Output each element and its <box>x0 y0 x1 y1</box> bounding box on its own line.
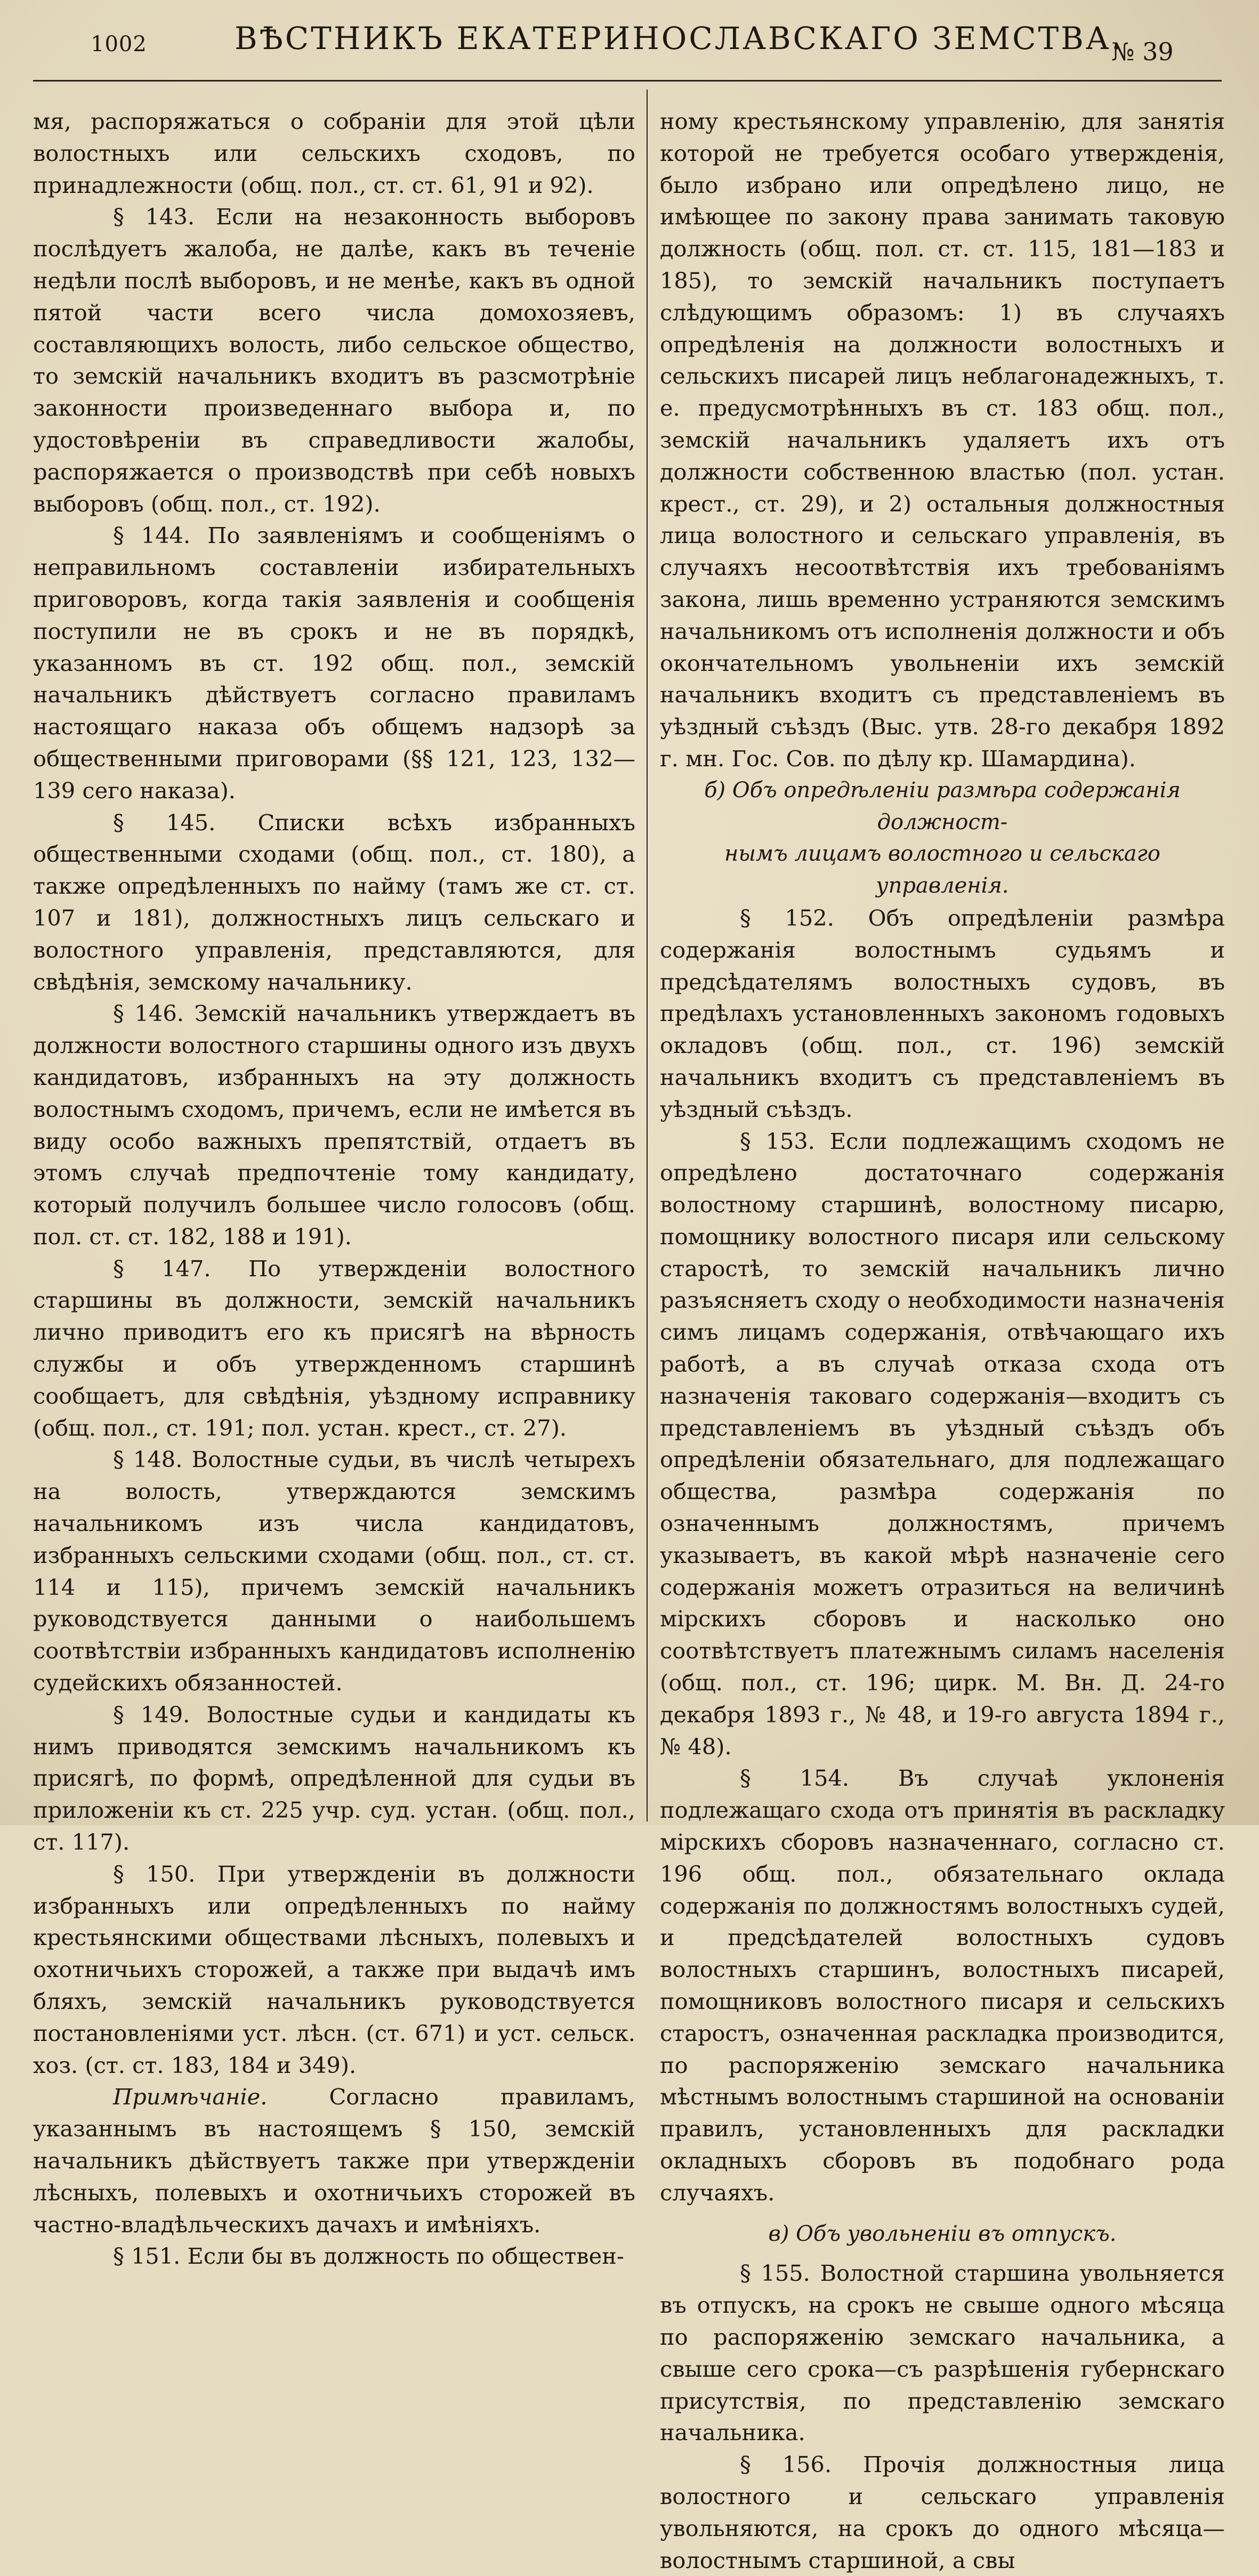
section-heading-b-line2: нымъ лицамъ волостного и сельскаго управленія. <box>724 841 1160 898</box>
section-heading-v: в) Объ увольненіи въ отпускъ. <box>768 2221 1117 2246</box>
left-column <box>33 106 635 2272</box>
paragraph-153: § 153. Если подлежащимъ сходомъ не опредѣлено достаточнаго содержанія волостному старшинѣ, волостному писарю, помощнику волостного писаря или сельскому старостѣ, то земскій начальникъ лично разъясняетъ сходу о необходимости назначенія симъ лицамъ содержанія, отвѣчающаго ихъ работѣ, а въ случаѣ отказа схода отъ назначенія таковаго содержанія—входитъ съ представленіемъ въ уѣздный съѣздъ объ опредѣленіи обязательнаго, для подлежащаго общества, размѣра содержанія по означеннымъ должностямъ, причемъ указываетъ, въ какой мѣрѣ назначеніе сего содержанія можетъ отразиться на величинѣ мірскихъ сборовъ и насколько оно соотвѣтствуетъ платежнымъ силамъ населенія (общ. пол., ст. 196; цирк. М. Вн. Д. 24-го декабря 1893 г., № 48, и 19-го августа 1894 г., № 48). <box>660 1128 1225 1760</box>
paragraph-continuation: мя, распоряжаться о собраніи для этой цѣли волостныхъ или сельскихъ сходовъ, по принадлежности (общ. пол., ст. ст. 61, 91 и 92). <box>33 108 635 198</box>
paragraph-151: § 151. Если бы въ должность по обществен- <box>113 2243 624 2270</box>
note-label: Примѣчаніе. <box>113 2084 268 2110</box>
paragraph-151-continuation: ному крестьянскому управленію, для занятія которой не требуется особаго утвержденія, было избрано или опредѣлено лицо, не имѣющее по закону права занимать таковую должность (общ. пол. ст. ст. 115, 181—183 и 185), то земскій начальникъ поступаетъ слѣдующимъ образомъ: 1) въ случаяхъ опредѣленія на должности волостныхъ и сельскихъ писарей лицъ неблагонадежныхъ, т. е. предусмотрѣнныхъ въ ст. 183 общ. пол., земскій начальникъ удаляетъ ихъ отъ должности собственною властью (пол. устан. крест., ст. 29), и 2) остальныя должностныя лица волостного и сельскаго управленія, въ случаяхъ несоотвѣтствія ихъ требованіямъ закона, лишь временно устраняются земскимъ начальникомъ отъ исполненія должности и объ окончательномъ увольненіи ихъ земскій начальникъ входитъ съ представленіемъ въ уѣздный съѣздъ (Выс. утв. 28-го декабря 1892 г. мн. Гос. Сов. по дѣлу кр. Шамардина). <box>660 108 1225 772</box>
paragraph-150: § 150. При утвержденіи въ должности избранныхъ или опредѣленныхъ по найму крестьянскими обществами лѣсныхъ, полевыхъ и охотничьихъ сторожей, а также при выдачѣ имъ бляхъ, земскій начальникъ руководствуется постановленіями уст. лѣсн. (ст. 671) и уст. сельск. хоз. (ст. ст. 183, 184 и 349). <box>33 1860 635 2078</box>
note-text: Согласно правиламъ, указаннымъ въ настоящемъ § 150, земскій начальникъ дѣйствуетъ также при утвержденіи лѣсныхъ, полевыхъ и охотничьихъ сторожей въ частно-владѣльческихъ дачахъ и имѣніяхъ. <box>33 2084 635 2238</box>
column-divider <box>647 90 648 1821</box>
header-rule <box>33 80 1222 82</box>
paragraph-152: § 152. Объ опредѣленіи размѣра содержанія волостнымъ судьямъ и предсѣдателямъ волостныхъ судовъ, въ предѣлахъ установленныхъ закономъ годовыхъ окладовъ (общ. пол., ст. 196) земскій начальникъ входитъ съ представленіемъ въ уѣздный съѣздъ. <box>660 904 1225 1122</box>
paragraph-147: § 147. По утвержденіи волостного старшины въ должности, земскій начальникъ лично приводитъ его къ присягѣ на вѣрность службы и объ утвержденномъ старшинѣ сообщаетъ, для свѣдѣнія, уѣздному исправнику (общ. пол., ст. 191; пол. устан. крест., ст. 27). <box>33 1255 635 1441</box>
paragraph-156: § 156. Прочія должностныя лица волостного и сельскаго управленія увольняются, на срокъ до одного мѣсяца—волостнымъ старшиной, а свы <box>660 2451 1225 2573</box>
page-number: 1002 <box>91 32 147 56</box>
paragraph-145: § 145. Списки всѣхъ избранныхъ общественными сходами (общ. пол., ст. 180), а также опредѣленныхъ по найму (тамъ же ст. ст. 107 и 181), должностныхъ лицъ сельскаго и волостного управленія, представляются, для свѣдѣнія, земскому начальнику. <box>33 809 635 995</box>
note-paragraph <box>33 2081 635 2240</box>
journal-title: ВѢСТНИКЪ ЕКАТЕРИНОСЛАВСКАГО ЗЕМСТВА. <box>235 20 1124 56</box>
issue-number: № 39 <box>1111 37 1174 66</box>
paragraph-144: § 144. По заявленіямъ и сообщеніямъ о неправильномъ составленіи избирательныхъ приговоровъ, когда такія заявленія и сообщенія поступили не въ срокъ и не въ порядкѣ, указанномъ въ ст. 192 общ. пол., земскій начальникъ дѣйствуетъ согласно правиламъ настоящаго наказа объ общемъ надзорѣ за общественными приговорами (§§ 121, 123, 132—139 сего наказа). <box>33 522 635 804</box>
paragraph-148: § 148. Волостные судьи, въ числѣ четырехъ на волость, утверждаются земскимъ начальникомъ изъ числа кандидатовъ, избранныхъ сельскими сходами (общ. пол., ст. ст. 114 и 115), причемъ земскій начальникъ руководствуется данными о наибольшемъ соотвѣтствіи избранныхъ кандидатовъ исполненію судейскихъ обязанностей. <box>33 1446 635 1696</box>
paragraph-155: § 155. Волостной старшина увольняется въ отпускъ, на срокъ не свыше одного мѣсяца по распоряженію земскаго начальника, а свыше сего срока—съ разрѣшенія губернскаго присутствія, по представленію земскаго начальника. <box>660 2260 1225 2446</box>
paragraph-143: § 143. Если на незаконность выборовъ послѣдуетъ жалоба, не далѣе, какъ въ теченіе недѣли послѣ выборовъ, и не менѣе, какъ въ одной пятой части всего числа домохозяевъ, составляющихъ волость, либо сельское общество, то земскій начальникъ входитъ въ разсмотрѣніе законности произведеннаго выбора и, по удостовѣреніи въ справедливости жалобы, распоряжается о производствѣ при себѣ новыхъ выборовъ (общ. пол., ст. 192). <box>33 204 635 517</box>
paragraph-149: § 149. Волостные судьи и кандидаты къ нимъ приводятся земскимъ начальникомъ къ присягѣ, по формѣ, опредѣленной для судьи въ приложеніи къ ст. 225 учр. суд. устан. (общ. пол., ст. 117). <box>33 1701 635 1856</box>
section-heading-b-line1: б) Объ опредѣленіи размѣра содержанія должност- <box>704 777 1181 835</box>
paragraph-146: § 146. Земскій начальникъ утверждаетъ въ должности волостного старшины одного изъ двухъ кандидатовъ, избранныхъ на эту должность волостнымъ сходомъ, причемъ, если не имѣется въ виду особо важныхъ препятствій, отдаетъ въ этомъ случаѣ предпочтеніе тому кандидату, который получилъ большее число голосовъ (общ. пол. ст. ст. 182, 188 и 191). <box>33 1000 635 1250</box>
paragraph-154: § 154. Въ случаѣ уклоненія подлежащаго схода отъ принятія въ раскладку мірскихъ сборовъ назначеннаго, согласно ст. 196 общ. пол., обязательнаго оклада содержанія по должностямъ волостныхъ судей, и предсѣдателей волостныхъ судовъ волостныхъ старшинъ, волостныхъ писарей, помощниковъ волостного писаря и сельскихъ старостъ, означенная раскладка производится, по распоряженію земскаго начальника мѣстнымъ волостнымъ старшиной на основаніи правилъ, установленныхъ для раскладки окладныхъ сборовъ въ подобнаго рода случаяхъ. <box>660 1765 1225 2206</box>
section-heading-b <box>660 775 1225 902</box>
right-column <box>660 106 1225 2576</box>
